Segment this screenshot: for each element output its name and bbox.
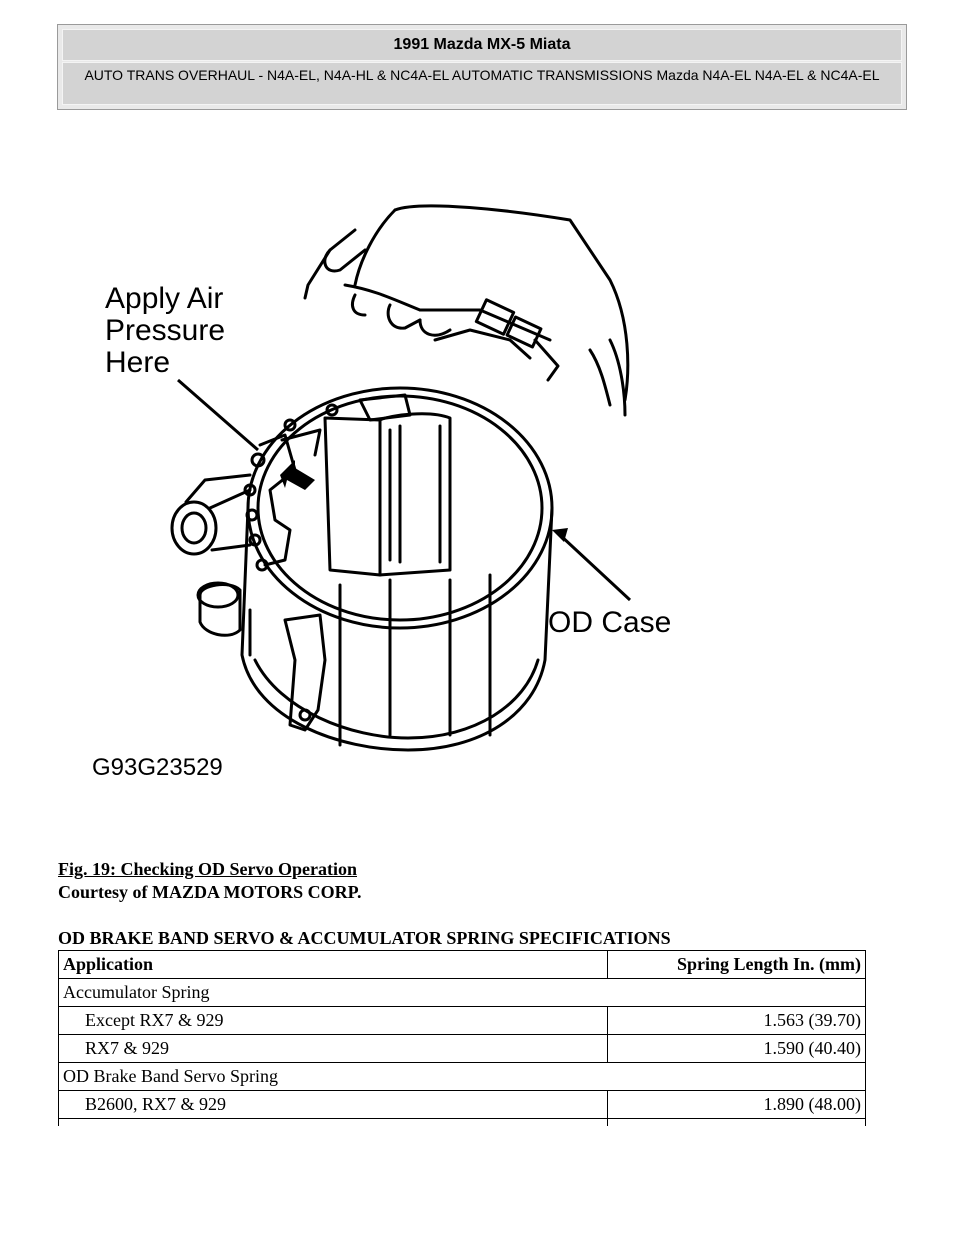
- row-value: 1.890 (48.00): [608, 1091, 866, 1119]
- document-header: [57, 24, 907, 110]
- table-row: [59, 1007, 866, 1035]
- figure-caption: Fig. 19: Checking OD Servo Operation: [58, 859, 357, 879]
- table-row: [59, 1035, 866, 1063]
- row-label: OD Brake Band Servo Spring: [59, 1063, 866, 1091]
- row-label: B2600, RX7 & 929: [59, 1091, 608, 1119]
- spring-specs-table: [58, 950, 866, 1147]
- apply-air-label-1: Apply Air: [105, 282, 224, 315]
- vehicle-title: 1991 Mazda MX-5 Miata: [62, 29, 902, 61]
- row-value: 1.590 (40.40): [608, 1035, 866, 1063]
- page-cutoff: [0, 1126, 960, 1242]
- row-label: Except RX7 & 929: [59, 1007, 608, 1035]
- figure-courtesy: Courtesy of MAZDA MOTORS CORP.: [58, 882, 362, 902]
- table-row: [59, 1091, 866, 1119]
- table-row: [59, 1063, 866, 1091]
- row-label: RX7 & 929: [59, 1035, 608, 1063]
- od-case-illustration: [90, 190, 710, 790]
- figure-code: G93G23529: [92, 754, 223, 781]
- apply-air-label-2: Pressure: [105, 314, 226, 347]
- apply-air-label-3: Here: [105, 346, 171, 379]
- od-case-label: OD Case: [548, 606, 672, 639]
- column-header-application: Application: [59, 951, 608, 979]
- row-label: Accumulator Spring: [59, 979, 866, 1007]
- specs-title: OD BRAKE BAND SERVO & ACCUMULATOR SPRING SPECIFICATIONS: [58, 928, 671, 948]
- column-header-spring-length: Spring Length In. (mm): [608, 951, 866, 979]
- row-value: 1.563 (39.70): [608, 1007, 866, 1035]
- table-row: [59, 979, 866, 1007]
- section-subtitle: AUTO TRANS OVERHAUL - N4A-EL, N4A-HL & NC4A-EL AUTOMATIC TRANSMISSIONS Mazda N4A-EL N4A-EL & NC4A-EL: [62, 62, 902, 105]
- table-header-row: [59, 951, 866, 979]
